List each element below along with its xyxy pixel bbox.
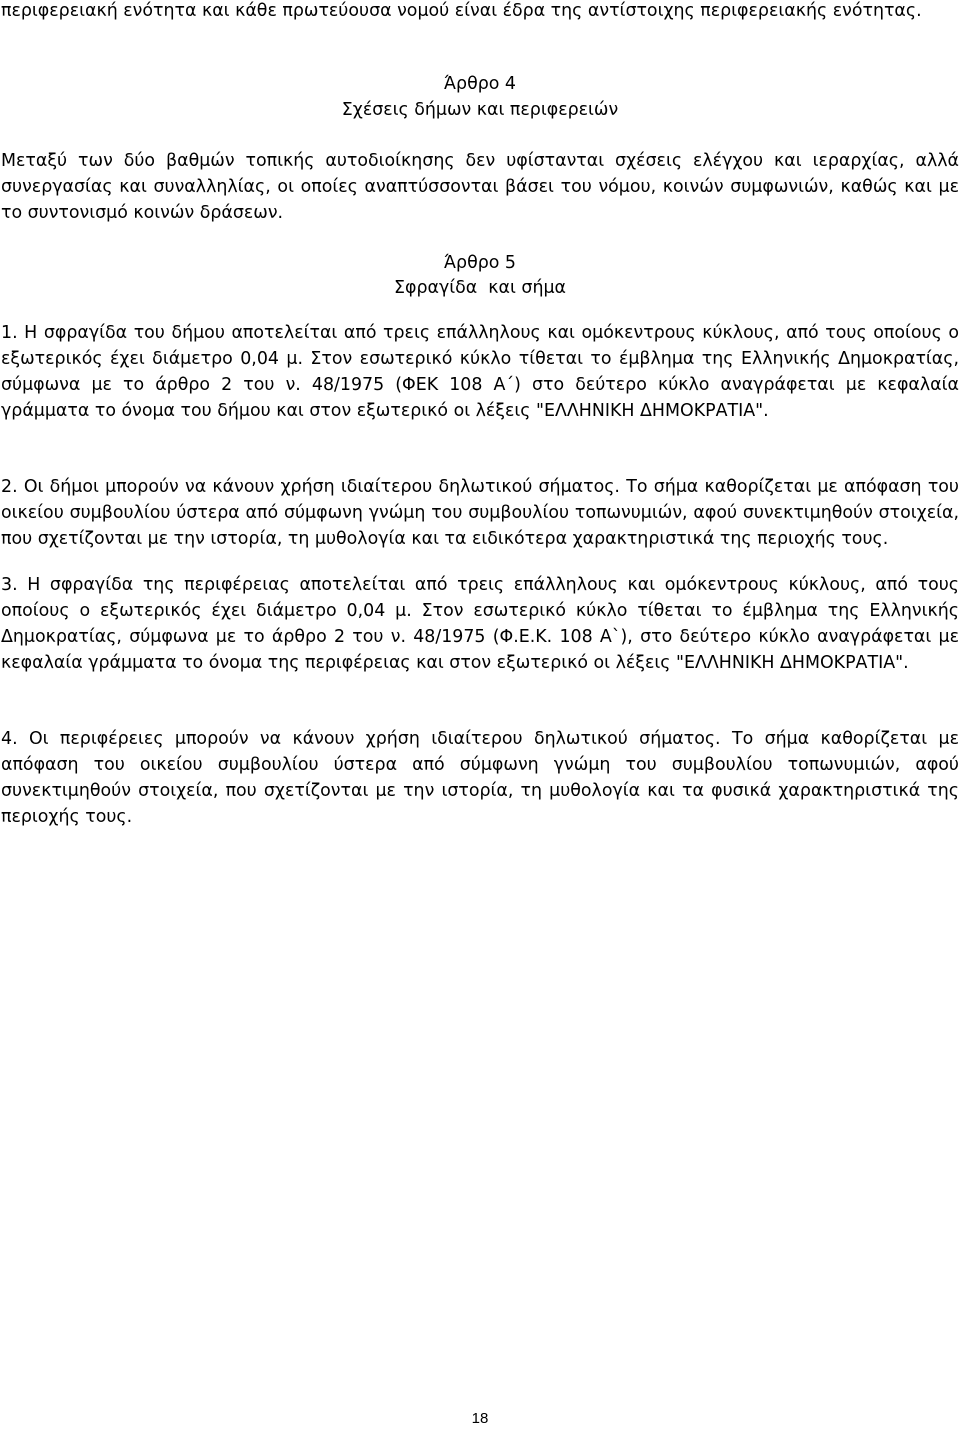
- article-5-title: Σφραγίδα και σήμα: [394, 278, 566, 298]
- article-5-paragraph-4: 4. Οι περιφέρειες μπορούν να κάνουν χρήση ιδιαίτερου δηλωτικού σήματος. Το σήμα καθορίζεται με απόφαση του οικείου συμβουλίου ύστερα από σύμφωνη γνώμη του συμβουλίου τοπωνυμιών, αφού συνεκτιμηθούν στοιχεία, που σχετίζονται με την ιστορία, τη μυθολογία και τα φυσικά χαρακτηριστικά της περιοχής τους.: [1, 729, 959, 827]
- article-4-title: Σχέσεις δήμων και περιφερειών: [341, 100, 619, 120]
- page-number: 18: [471, 1410, 489, 1427]
- article-5-paragraph-1: 1. Η σφραγίδα του δήμου αποτελείται από τρεις επάλληλους και ομόκεντρους κύκλους, από τους οποίους ο εξωτερικός έχει διάμετρο 0,04 μ. Στον εσωτερικό κύκλο τίθεται το έμβλημα της Ελληνικής Δημοκρατίας, σύμφωνα με το άρθρο 2 του ν. 48/1975 (ΦΕΚ 108 Α΄) στο δεύτερο κύκλο αναγράφεται με κεφαλαία γράμματα το όνομα του δήμου και στον εξωτερικό οι λέξεις "ΕΛΛΗΝΙΚΗ ΔΗΜΟΚΡΑΤΙΑ".: [1, 323, 959, 421]
- article-5-paragraph-3: 3. Η σφραγίδα της περιφέρειας αποτελείται από τρεις επάλληλους και ομόκεντρους κύκλους, από τους οποίους ο εξωτερικός έχει διάμετρο 0,04 μ. Στον εσωτερικό κύκλο τίθεται το έμβλημα της Ελληνικής Δημοκρατίας, σύμφωνα με το άρθρο 2 του ν. 48/1975 (Φ.Ε.Κ. 108 Α`), στο δεύτερο κύκλο αναγράφεται με κεφαλαία γράμματα το όνομα της περιφέρειας και στον εξωτερικό οι λέξεις "ΕΛΛΗΝΙΚΗ ΔΗΜΟΚΡΑΤΙΑ".: [1, 575, 959, 673]
- article-4-body: Μεταξύ των δύο βαθμών τοπικής αυτοδιοίκησης δεν υφίστανται σχέσεις ελέγχου και ιεραρχίας, αλλά συνεργασίας και συναλληλίας, οι οποίες αναπτύσσονται βάσει του νόμου, κοινών συμφωνιών, καθώς και με το συντονισμό κοινών δράσεων.: [1, 151, 959, 223]
- article-5-paragraph-2: 2. Οι δήμοι μπορούν να κάνουν χρήση ιδιαίτερου δηλωτικού σήματος. Το σήμα καθορίζεται με απόφαση του οικείου συμβουλίου ύστερα από σύμφωνη γνώμη του συμβουλίου τοπωνυμιών, αφού συνεκτιμηθούν στοιχεία, που σχετίζονται με την ιστορία, τη μυθολογία και τα ειδικότερα χαρακτηριστικά της περιοχής τους.: [1, 477, 959, 549]
- intro-paragraph: περιφερειακή ενότητα και κάθε πρωτεύουσα νομού είναι έδρα της αντίστοιχης περιφερειακής ενότητας.: [1, 1, 922, 21]
- article-5-number: Άρθρο 5: [444, 253, 516, 273]
- article-4-number: Άρθρο 4: [444, 74, 516, 94]
